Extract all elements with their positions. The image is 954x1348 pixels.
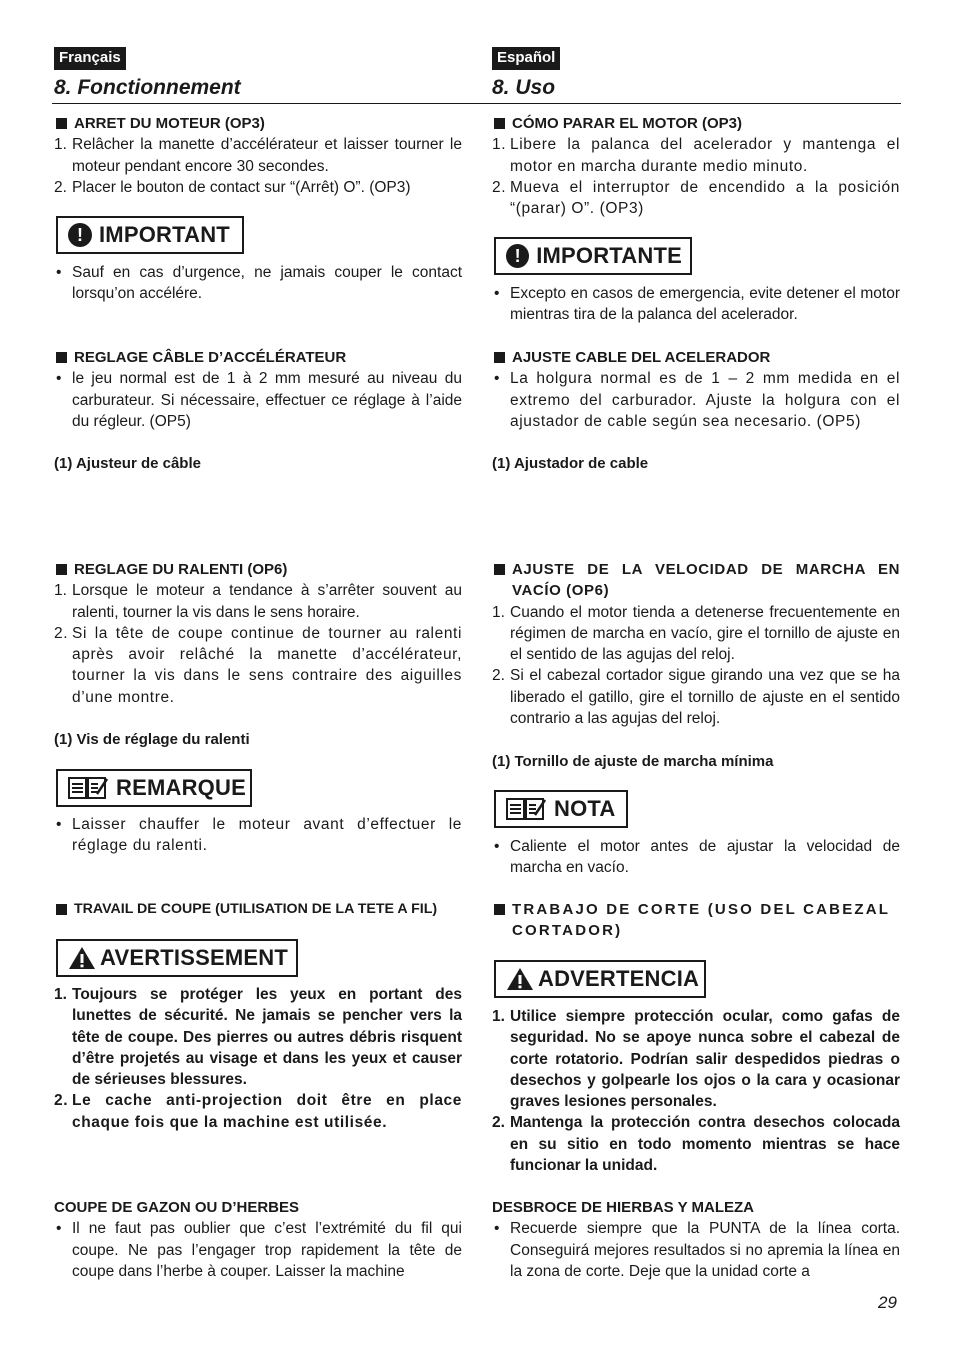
list-item: 2. Si el cabezal cortador sigue girando una vez que se ha liberado el gatillo, gire el tornillo de ajuste en el sentido contrario a las agujas del reloj.	[492, 667, 900, 728]
warning-box: ADVERTENCIA	[494, 960, 706, 998]
subsection-heading: TRABAJO DE CORTE (USO DEL CABEZAL CORTADOR)	[492, 899, 900, 942]
warning-text-block	[54, 984, 462, 1133]
list-item: 1. Toujours se protéger les yeux en portant des lunettes de sécurité. Ne jamais se pencher vers la tête de coupe. Des pierres ou autres débris risquent d’être projetés au visage et dans les yeux et causer de sérieuses blessures.	[54, 986, 462, 1089]
square-bullet-icon	[494, 352, 505, 363]
language-tag: Español	[492, 47, 560, 70]
idle-adjust-block	[492, 559, 900, 729]
list-item: 2. Mueva el interruptor de encendido a la posición “(parar) O”. (OP3)	[492, 178, 900, 218]
list-item: • Recuerde siempre que la PUNTA de la línea corta. Conseguirá mejores resultados si no apremia la línea en la zona de corte. Deje que la unidad corte a	[494, 1220, 900, 1280]
note-book-icon	[506, 797, 546, 821]
cutting-block	[54, 899, 462, 920]
important-box: ! IMPORTANT	[56, 216, 244, 254]
figure-caption: (1) Ajustador de cable	[492, 455, 649, 472]
square-bullet-icon	[494, 118, 505, 129]
throttle-cable-block	[54, 347, 462, 432]
idle-adjust-block	[54, 559, 462, 708]
list-item: 2. Placer le bouton de contact sur “(Arrêt) O”. (OP3)	[54, 178, 411, 196]
header-rule	[52, 103, 901, 104]
language-tag: Français	[54, 47, 126, 70]
list-item: • Sauf en cas d’urgence, ne jamais couper le contact lorsqu’on accélére.	[56, 264, 462, 303]
figure-caption: (1) Tornillo de ajuste de marcha mínima	[492, 753, 774, 770]
warning-box: AVERTISSEMENT	[56, 939, 298, 977]
list-item: 2. Si la tête de coupe continue de tourner au ralenti après avoir relâché la manette d’accélérateur, tourner la vis dans le sens contraire des aiguilles d’une montre.	[54, 624, 462, 706]
warning-text-block	[492, 1006, 900, 1176]
note-text-block	[54, 814, 462, 857]
list-item: 2. Le cache anti-projection doit être en place chaque fois que la machine est utilisée.	[54, 1092, 462, 1131]
list-item: 1. Libere la palanca del acelerador y mantenga el motor en marcha durante medio minuto.	[492, 136, 900, 175]
subsection-heading: ARRET DU MOTEUR (OP3)	[54, 113, 462, 134]
important-text-block	[54, 262, 462, 305]
list-item: • le jeu normal est de 1 à 2 mm mesuré au niveau du carburateur. Si nécessaire, effectuer ce réglage à l’aide du régleur. (OP5)	[56, 370, 462, 430]
note-box: NOTA	[494, 790, 628, 828]
grass-cutting-block	[54, 1197, 462, 1282]
warning-triangle-icon	[68, 946, 96, 970]
stop-engine-block	[54, 113, 462, 198]
list-item: • Laisser chauffer le moteur avant d’effectuer le réglage du ralenti.	[56, 816, 462, 855]
exclamation-icon: !	[68, 223, 92, 247]
stop-engine-block	[492, 113, 900, 219]
square-bullet-icon	[56, 904, 67, 915]
cutting-block	[492, 899, 900, 942]
list-item: 1. Cuando el motor tienda a detenerse frecuentemente en régimen de marcha en vacío, gire el tornillo de ajuste en el sentido de las agujas del reloj.	[492, 603, 900, 664]
list-item: 1. Lorsque le moteur a tendance à s’arrêter souvent au ralenti, tourner la vis dans le sens horaire.	[54, 582, 462, 621]
list-item: • Excepto en casos de emergencia, evite detener el motor mientras tira de la palanca del acelerador.	[494, 285, 900, 324]
subsection-heading: DESBROCE DE HIERBAS Y MALEZA	[492, 1199, 754, 1216]
grass-cutting-block	[492, 1197, 900, 1282]
warning-triangle-icon	[506, 967, 534, 991]
figure-caption: (1) Ajusteur de câble	[54, 455, 201, 472]
subsection-heading: TRAVAIL DE COUPE (UTILISATION DE LA TETE A FIL)	[54, 899, 462, 920]
throttle-cable-block	[492, 347, 900, 432]
list-item: 2. Mantenga la protección contra desechos colocada en su sitio en todo momento mientras se hace funcionar la unidad.	[492, 1114, 900, 1175]
square-bullet-icon	[56, 118, 67, 129]
list-item: • La holgura normal es de 1 – 2 mm medida en el extremo del carburador. Ajuste la holgura con el ajustador de cable según sea necesario. (OP5)	[494, 370, 900, 430]
square-bullet-icon	[56, 564, 67, 575]
page-number: 29	[878, 1293, 897, 1312]
important-box: ! IMPORTANTE	[494, 237, 692, 275]
list-item: • Caliente el motor antes de ajustar la velocidad de marcha en vacío.	[494, 838, 900, 877]
list-item: 1. Relâcher la manette d’accélérateur et laisser tourner le moteur pendant encore 30 secondes.	[54, 136, 462, 175]
subsection-heading: REGLAGE CÂBLE D’ACCÉLÉRATEUR	[54, 347, 462, 368]
note-book-icon	[68, 776, 108, 800]
list-item: • Il ne faut pas oublier que c’est l’extrémité du fil qui coupe. Ne pas l’engager trop rapidement la tête de coupe dans l’herbe à couper. Laisser la machine	[56, 1220, 462, 1280]
subsection-heading: AJUSTE DE LA VELOCIDAD DE MARCHA EN VACÍO (OP6)	[492, 559, 900, 602]
important-text-block	[492, 283, 900, 326]
list-item: 1. Utilice siempre protección ocular, como gafas de seguridad. No se apoye nunca sobre el cabezal de corte rotatorio. Podrían salir despedidos piedras o desechos y golpearle los ojos o la cara y ocasionar graves lesiones personales.	[492, 1008, 900, 1111]
square-bullet-icon	[56, 352, 67, 363]
exclamation-icon: !	[506, 244, 529, 268]
subsection-heading: REGLAGE DU RALENTI (OP6)	[54, 559, 462, 580]
note-box: REMARQUE	[56, 769, 252, 807]
subsection-heading: COUPE DE GAZON OU D’HERBES	[54, 1199, 300, 1216]
note-text-block	[492, 836, 900, 879]
square-bullet-icon	[494, 564, 505, 575]
subsection-heading: CÓMO PARAR EL MOTOR (OP3)	[492, 113, 900, 134]
section-title: 8. Fonctionnement	[54, 76, 241, 99]
subsection-heading: AJUSTE CABLE DEL ACELERADOR	[492, 347, 900, 368]
figure-caption: (1) Vis de réglage du ralenti	[54, 731, 250, 748]
square-bullet-icon	[494, 904, 505, 915]
section-title: 8. Uso	[492, 76, 556, 99]
